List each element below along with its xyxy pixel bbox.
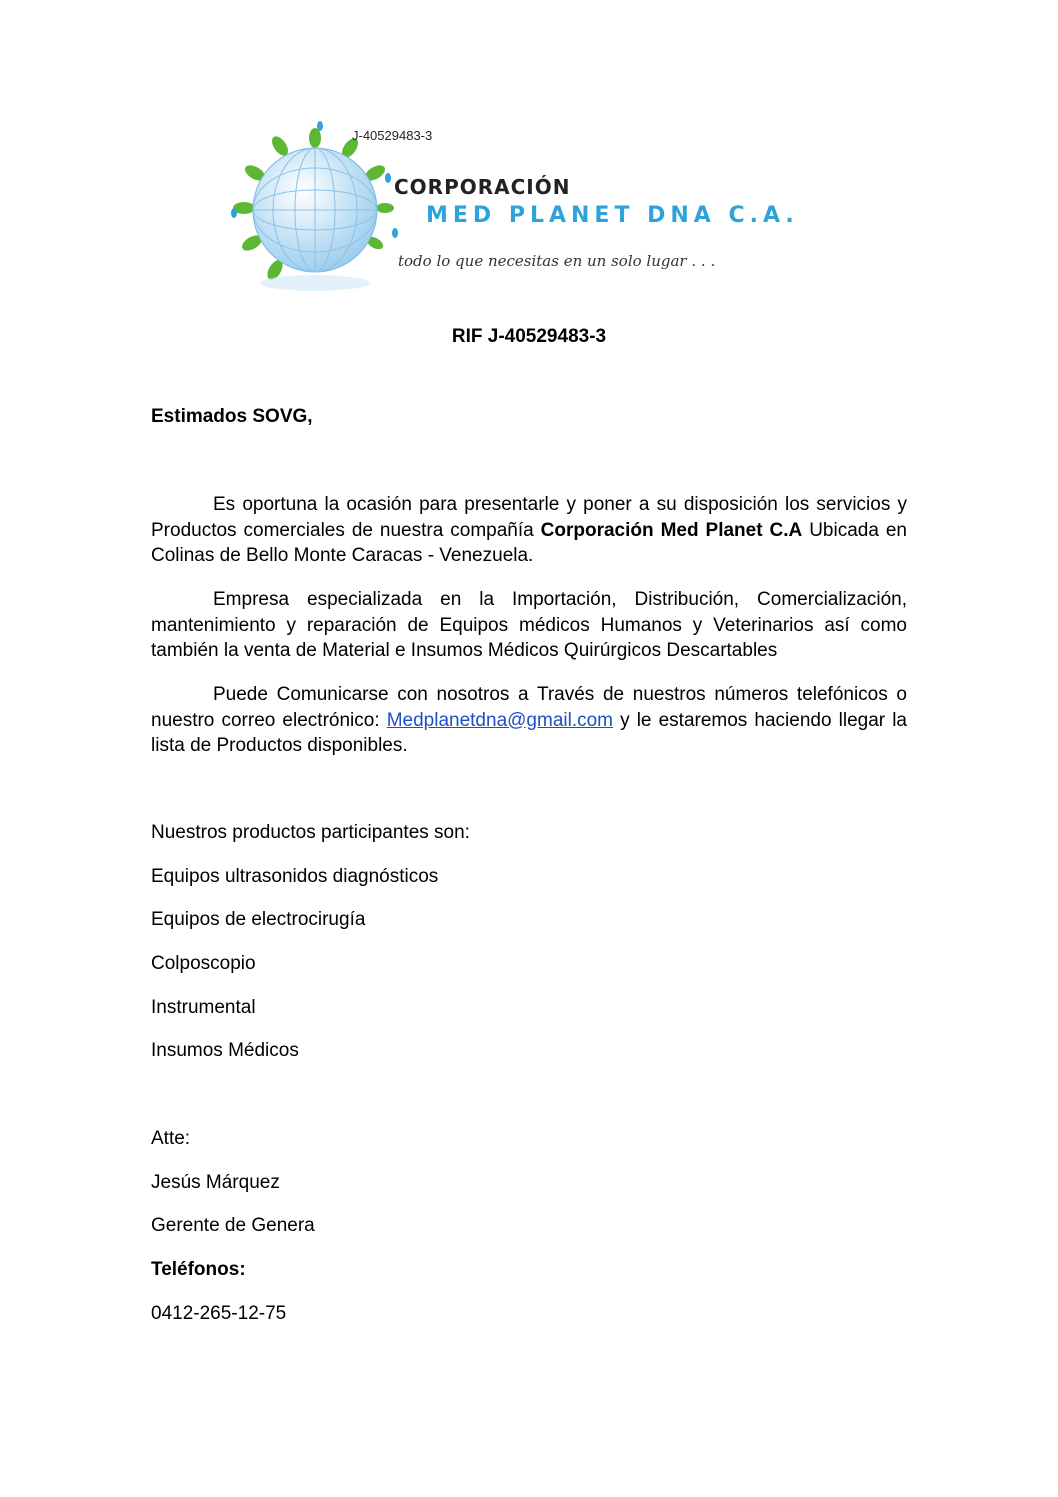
- email-link[interactable]: Medplanetdna@gmail.com: [386, 709, 613, 731]
- paragraph-contact-closing: y le estaremos haciendo llegar la lista de Productos disponibles.: [151, 709, 907, 756]
- company-name-bold: Corporación Med Planet C.A: [540, 519, 803, 541]
- paragraph-introduction-text: Es oportuna la ocasión para presentarle y poner a su disposición los servicios y Productos comerciales de nuestra compañía: [151, 494, 907, 541]
- signer-title: Gerente de Genera: [151, 1215, 315, 1236]
- paragraph-contact-text: Puede Comunicarse con nosotros a Través de nuestros números telefónicos o nuestro correo electrónico:: [151, 684, 907, 731]
- logo-slogan-text: todo lo que necesitas en un solo lugar . . .: [398, 252, 716, 270]
- paragraph-contact: [151, 682, 907, 759]
- logo-rif-text: J-40529483-3: [352, 128, 433, 143]
- paragraph-introduction: [151, 492, 907, 569]
- globe-leaves-icon: [220, 118, 410, 303]
- paragraph-specialization: Empresa especializada en la Importación, Distribución, Comercialización, mantenimiento y reparación de Equipos médicos Humanos y Veterinarios así como también la venta de Material e Insumos Médicos Quirúrgicos Descartables: [151, 589, 907, 661]
- product-item: Colposcopio: [151, 953, 256, 974]
- product-item: Equipos de electrocirugía: [151, 909, 366, 930]
- closing: Atte:: [151, 1128, 191, 1149]
- rif-heading: RIF J-40529483-3: [451, 326, 607, 347]
- product-item: Equipos ultrasonidos diagnósticos: [151, 866, 439, 887]
- signer-name: Jesús Márquez: [151, 1172, 280, 1193]
- phones-label: Teléfonos:: [151, 1259, 246, 1280]
- logo-company-name-text: MED PLANET DNA C.A.: [426, 203, 799, 228]
- paragraph-introduction-location: Ubicada en Colinas de Bello Monte Caracas - Venezuela.: [151, 519, 907, 566]
- greeting: Estimados SOVG,: [151, 406, 313, 427]
- phone-number: 0412-265-12-75: [151, 1303, 287, 1324]
- products-intro: Nuestros productos participantes son:: [151, 822, 470, 843]
- company-logo: [220, 118, 820, 303]
- product-item: Insumos Médicos: [151, 1040, 299, 1061]
- product-item: Instrumental: [151, 997, 256, 1018]
- logo-corporacion-text: CORPORACIÓN: [394, 175, 571, 199]
